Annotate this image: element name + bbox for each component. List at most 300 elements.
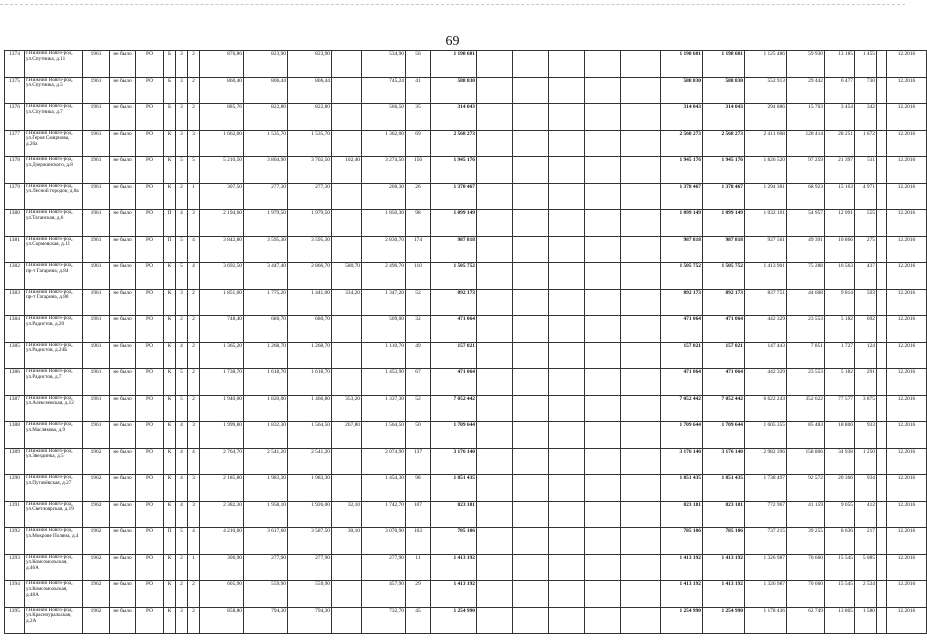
table-row	[5, 130, 927, 157]
cell-living-area: 806,44	[244, 77, 288, 104]
cell-empty	[477, 104, 513, 131]
cell-unit-cost: 503	[855, 289, 877, 316]
cell-residential-area: 3 595,30	[288, 236, 332, 263]
cell-private-area: 1 742,70	[362, 501, 406, 528]
cell-build-year: 1961	[83, 157, 110, 184]
cell-funding-fund: 1 413 192	[703, 581, 745, 608]
cell-funding-fund: 785 106	[703, 528, 745, 555]
cell-funding-owners: 772 967	[745, 501, 787, 528]
cell-entrances: 2	[188, 342, 200, 369]
cell-prior-repair: не было	[110, 581, 136, 608]
cell-address: г.Нижний Новго-род, ул.Спутника, д.7	[25, 104, 83, 131]
cell-residents: 107	[406, 501, 431, 528]
cell-living-area: 1 832,30	[244, 422, 288, 449]
cell-empty	[585, 528, 621, 555]
cell-funding-region: 23 553	[787, 369, 825, 396]
cell-empty	[585, 236, 621, 263]
cell-living-area: 1 268,70	[244, 342, 288, 369]
cell-nonresidential-area	[332, 183, 362, 210]
cell-empty	[621, 263, 661, 290]
cell-funding-region: 29 442	[787, 77, 825, 104]
cell-private-area: 1 337,30	[362, 395, 406, 422]
cell-program-code: РО	[136, 316, 164, 343]
cell-row-number: 1385	[5, 342, 25, 369]
cell-build-year: 1962	[83, 581, 110, 608]
cell-completion-date: 12.2016	[887, 130, 927, 157]
cell-floors: 4	[176, 210, 188, 237]
cell-empty	[877, 395, 887, 422]
table-row	[5, 395, 927, 422]
cell-prior-repair: не было	[110, 210, 136, 237]
cell-empty	[549, 528, 585, 555]
cell-entrances: 4	[188, 528, 200, 555]
cell-empty	[585, 210, 621, 237]
cell-empty	[877, 607, 887, 634]
cell-funding-region: 68 923	[787, 183, 825, 210]
cell-funding-city: 6 477	[825, 77, 855, 104]
table-row	[5, 263, 927, 290]
cell-repair-cost: 314 043	[431, 104, 477, 131]
cell-program-code: РО	[136, 395, 164, 422]
cell-funding-city: 18 806	[825, 422, 855, 449]
cell-repair-cost: 1 505 752	[431, 263, 477, 290]
cell-residents: 26	[406, 183, 431, 210]
cell-empty	[477, 369, 513, 396]
cell-funding-region: 23 553	[787, 316, 825, 343]
cell-completion-date: 12.2016	[887, 395, 927, 422]
cell-funding-total: 892 173	[661, 289, 703, 316]
cell-unit-cost: 692	[855, 316, 877, 343]
cell-funding-owners: 442 329	[745, 369, 787, 396]
cell-unit-cost: 730	[855, 77, 877, 104]
cell-private-area: 3 070,90	[362, 528, 406, 555]
cell-residents: 41	[406, 77, 431, 104]
cell-residents: 56	[406, 51, 431, 78]
cell-empty	[585, 369, 621, 396]
cell-empty	[621, 528, 661, 555]
cell-prior-repair: не было	[110, 395, 136, 422]
cell-row-number: 1380	[5, 210, 25, 237]
cell-total-area: 2 194,60	[200, 210, 244, 237]
cell-entrances: 1	[188, 554, 200, 581]
cell-prior-repair: не было	[110, 554, 136, 581]
cell-living-area: 559,90	[244, 581, 288, 608]
cell-private-area: 1 110,70	[362, 342, 406, 369]
cell-entrances: 4	[188, 263, 200, 290]
cell-unit-cost: 933	[855, 422, 877, 449]
cell-funding-region: 85 483	[787, 422, 825, 449]
cell-residential-area: 823,90	[288, 51, 332, 78]
cell-completion-date: 12.2016	[887, 104, 927, 131]
cell-empty	[477, 342, 513, 369]
cell-empty	[585, 77, 621, 104]
cell-empty	[621, 501, 661, 528]
cell-empty	[513, 607, 549, 634]
cell-funding-fund: 588 830	[703, 77, 745, 104]
cell-private-area: 3 274,50	[362, 157, 406, 184]
cell-funding-total: 1 198 601	[661, 51, 703, 78]
cell-unit-cost: 1 672	[855, 130, 877, 157]
cell-living-area: 3 804,90	[244, 157, 288, 184]
cell-floors: 5	[176, 395, 188, 422]
cell-empty	[877, 289, 887, 316]
cell-unit-cost: 934	[855, 475, 877, 502]
cell-empty	[549, 183, 585, 210]
cell-empty	[621, 422, 661, 449]
cell-empty	[513, 183, 549, 210]
cell-residents: 98	[406, 210, 431, 237]
cell-funding-fund: 892 173	[703, 289, 745, 316]
cell-nonresidential-area	[332, 342, 362, 369]
cell-residents: 67	[406, 369, 431, 396]
cell-unit-cost: 1 455	[855, 51, 877, 78]
cell-wall-material: К	[164, 130, 176, 157]
cell-empty	[621, 236, 661, 263]
cell-total-area: 885,76	[200, 104, 244, 131]
table-row	[5, 501, 927, 528]
cell-funding-city: 21 397	[825, 157, 855, 184]
cell-entrances: 2	[188, 289, 200, 316]
cell-prior-repair: не было	[110, 236, 136, 263]
cell-private-area: 2 496,70	[362, 263, 406, 290]
cell-build-year: 1962	[83, 501, 110, 528]
cell-empty	[877, 369, 887, 396]
cell-prior-repair: не было	[110, 183, 136, 210]
cell-repair-cost: 823 181	[431, 501, 477, 528]
cell-empty	[585, 395, 621, 422]
cell-build-year: 1961	[83, 395, 110, 422]
cell-funding-region: 97 259	[787, 157, 825, 184]
cell-private-area: 566,50	[362, 104, 406, 131]
cell-funding-city: 34 938	[825, 448, 855, 475]
cell-wall-material: К	[164, 501, 176, 528]
cell-unit-cost: 275	[855, 236, 877, 263]
cell-repair-cost: 892 173	[431, 289, 477, 316]
cell-funding-total: 1 945 176	[661, 157, 703, 184]
cell-total-area: 3 692,50	[200, 263, 244, 290]
cell-funding-region: 41 159	[787, 501, 825, 528]
cell-funding-owners: 1 178 436	[745, 607, 787, 634]
cell-funding-region: 39 255	[787, 528, 825, 555]
cell-funding-total: 785 106	[661, 528, 703, 555]
cell-funding-region: 70 660	[787, 554, 825, 581]
cell-residents: 32	[406, 316, 431, 343]
cell-funding-city: 5 182	[825, 369, 855, 396]
cell-address: г.Нижний Новго-род, ул.Радистов, д.7	[25, 369, 83, 396]
cell-empty	[877, 554, 887, 581]
cell-funding-owners: 1 738 497	[745, 475, 787, 502]
cell-total-area: 1 851,00	[200, 289, 244, 316]
cell-floors: 4	[176, 342, 188, 369]
cell-funding-fund: 7 052 442	[703, 395, 745, 422]
cell-empty	[621, 289, 661, 316]
cell-total-area: 300,90	[200, 554, 244, 581]
cell-wall-material: К	[164, 448, 176, 475]
cell-living-area: 1 535,70	[244, 130, 288, 157]
cell-nonresidential-area: 580,70	[332, 263, 362, 290]
cell-program-code: РО	[136, 289, 164, 316]
cell-funding-city: 3 454	[825, 104, 855, 131]
cell-empty	[877, 501, 887, 528]
cell-row-number: 1388	[5, 422, 25, 449]
cell-empty	[549, 51, 585, 78]
cell-nonresidential-area	[332, 130, 362, 157]
cell-unit-cost: 555	[855, 210, 877, 237]
cell-unit-cost: 3 875	[855, 395, 877, 422]
cell-row-number: 1395	[5, 607, 25, 634]
cell-row-number: 1381	[5, 236, 25, 263]
cell-funding-owners: 552 913	[745, 77, 787, 104]
cell-funding-total: 7 052 442	[661, 395, 703, 422]
cell-empty	[477, 210, 513, 237]
cell-funding-total: 1 378 467	[661, 183, 703, 210]
cell-funding-owners: 147 443	[745, 342, 787, 369]
cell-build-year: 1961	[83, 77, 110, 104]
cell-funding-city: 15 545	[825, 554, 855, 581]
cell-empty	[621, 77, 661, 104]
cell-private-area: 1 347,20	[362, 289, 406, 316]
cell-completion-date: 12.2016	[887, 581, 927, 608]
table-row	[5, 528, 927, 555]
cell-funding-fund: 1 099 149	[703, 210, 745, 237]
cell-empty	[877, 51, 887, 78]
cell-funding-city: 10 866	[825, 236, 855, 263]
cell-program-code: РО	[136, 77, 164, 104]
cell-total-area: 4 210,00	[200, 528, 244, 555]
cell-funding-city: 16 563	[825, 263, 855, 290]
cell-residents: 52	[406, 395, 431, 422]
cell-funding-owners: 1 326 987	[745, 554, 787, 581]
cell-empty	[513, 157, 549, 184]
cell-living-area: 1 618,70	[244, 369, 288, 396]
cell-empty	[477, 236, 513, 263]
cell-empty	[513, 475, 549, 502]
table-row	[5, 581, 927, 608]
cell-floors: 2	[176, 581, 188, 608]
cell-floors: 4	[176, 422, 188, 449]
cell-prior-repair: не было	[110, 369, 136, 396]
cell-build-year: 1961	[83, 51, 110, 78]
cell-prior-repair: не было	[110, 501, 136, 528]
cell-program-code: РО	[136, 236, 164, 263]
cell-residents: 45	[406, 607, 431, 634]
cell-funding-region: 44 608	[787, 289, 825, 316]
cell-entrances: 2	[188, 77, 200, 104]
cell-funding-owners: 1 826 520	[745, 157, 787, 184]
cell-living-area: 1 958,10	[244, 501, 288, 528]
cell-wall-material: К	[164, 554, 176, 581]
cell-funding-region: 54 957	[787, 210, 825, 237]
cell-total-area: 1 662,00	[200, 130, 244, 157]
table-row	[5, 51, 927, 78]
cell-unit-cost: 342	[855, 104, 877, 131]
table-row	[5, 316, 927, 343]
cell-funding-owners: 294 886	[745, 104, 787, 131]
cell-funding-fund: 3 176 140	[703, 448, 745, 475]
cell-empty	[513, 422, 549, 449]
cell-wall-material: К	[164, 395, 176, 422]
cell-funding-city: 13 185	[825, 51, 855, 78]
cell-completion-date: 12.2016	[887, 422, 927, 449]
cell-address: г.Нижний Новго-род, ул.Героя Смирнова, д.26а	[25, 130, 83, 157]
cell-address: г.Нижний Новго-род, пр-т Гагарина, д.88	[25, 289, 83, 316]
cell-total-area: 307,50	[200, 183, 244, 210]
cell-empty	[549, 157, 585, 184]
cell-build-year: 1962	[83, 607, 110, 634]
cell-unit-cost: 511	[855, 157, 877, 184]
table-row	[5, 475, 927, 502]
cell-private-area: 1 453,90	[362, 369, 406, 396]
cell-address: г.Нижний Новго-род, ул.Сормовская, д.11	[25, 236, 83, 263]
cell-row-number: 1391	[5, 501, 25, 528]
cell-empty	[621, 581, 661, 608]
cell-funding-total: 1 099 149	[661, 210, 703, 237]
cell-build-year: 1961	[83, 316, 110, 343]
page-number: 69	[445, 34, 460, 49]
cell-private-area: 745,24	[362, 77, 406, 104]
cell-funding-fund: 314 043	[703, 104, 745, 131]
cell-entrances: 2	[188, 104, 200, 131]
cell-entrances: 3	[188, 501, 200, 528]
cell-repair-cost: 588 830	[431, 77, 477, 104]
cell-program-code: РО	[136, 528, 164, 555]
cell-nonresidential-area	[332, 236, 362, 263]
cell-nonresidential-area: 102,40	[332, 157, 362, 184]
cell-funding-owners: 927 561	[745, 236, 787, 263]
cell-empty	[549, 501, 585, 528]
cell-empty	[513, 395, 549, 422]
cell-private-area: 1 564,50	[362, 422, 406, 449]
cell-address: г.Нижний Новго-род, ул.Спутника, д.5	[25, 77, 83, 104]
cell-total-area: 5 210,50	[200, 157, 244, 184]
cell-wall-material: П	[164, 236, 176, 263]
cell-entrances: 2	[188, 395, 200, 422]
cell-funding-owners: 1 326 987	[745, 581, 787, 608]
cell-empty	[513, 130, 549, 157]
cell-wall-material: К	[164, 475, 176, 502]
cell-prior-repair: не было	[110, 475, 136, 502]
cell-build-year: 1961	[83, 342, 110, 369]
cell-nonresidential-area	[332, 369, 362, 396]
cell-entrances: 2	[188, 607, 200, 634]
cell-row-number: 1382	[5, 263, 25, 290]
housing-register-table	[4, 50, 927, 634]
cell-floors: 3	[176, 607, 188, 634]
cell-program-code: РО	[136, 554, 164, 581]
cell-empty	[513, 581, 549, 608]
cell-address: г.Нижний Новго-род, ул.Пугачёвская, д.27	[25, 475, 83, 502]
cell-private-area: 1 850,30	[362, 210, 406, 237]
cell-program-code: РО	[136, 130, 164, 157]
cell-empty	[585, 51, 621, 78]
cell-prior-repair: не было	[110, 422, 136, 449]
table-row	[5, 236, 927, 263]
cell-empty	[877, 475, 887, 502]
cell-funding-city: 13 805	[825, 607, 855, 634]
cell-residents: 49	[406, 342, 431, 369]
table-row	[5, 183, 927, 210]
cell-prior-repair: не было	[110, 316, 136, 343]
cell-empty	[477, 581, 513, 608]
cell-empty	[477, 289, 513, 316]
cell-funding-owners: 6 622 243	[745, 395, 787, 422]
cell-program-code: РО	[136, 157, 164, 184]
cell-funding-fund: 157 021	[703, 342, 745, 369]
cell-nonresidential-area	[332, 448, 362, 475]
cell-build-year: 1961	[83, 210, 110, 237]
cell-total-area: 1 940,00	[200, 395, 244, 422]
cell-address: г.Нижний Новго-род, ул.Комсомольская, д.48А	[25, 581, 83, 608]
cell-empty	[621, 554, 661, 581]
cell-total-area: 3 842,80	[200, 236, 244, 263]
cell-living-area: 3 447,40	[244, 263, 288, 290]
cell-funding-city: 20 366	[825, 475, 855, 502]
cell-wall-material: К	[164, 422, 176, 449]
cell-empty	[877, 183, 887, 210]
cell-completion-date: 12.2016	[887, 77, 927, 104]
cell-residential-area: 1 979,50	[288, 210, 332, 237]
cell-row-number: 1378	[5, 157, 25, 184]
cell-empty	[585, 104, 621, 131]
cell-program-code: РО	[136, 183, 164, 210]
cell-residential-area: 277,90	[288, 554, 332, 581]
cell-address: г.Нижний Новго-род, ул.Спутника, д.11	[25, 51, 83, 78]
cell-empty	[877, 77, 887, 104]
cell-residents: 98	[406, 475, 431, 502]
cell-address: г.Нижний Новго-род, ул.Мокрове Поляна, д.4	[25, 528, 83, 555]
cell-address: г.Нижний Новго-род, ул.Радистов, д.24Б	[25, 342, 83, 369]
cell-empty	[513, 104, 549, 131]
cell-funding-total: 1 413 192	[661, 554, 703, 581]
cell-funding-region: 59 930	[787, 51, 825, 78]
cell-program-code: РО	[136, 448, 164, 475]
cell-funding-owners: 1 413 901	[745, 263, 787, 290]
cell-residential-area: 1 441,00	[288, 289, 332, 316]
cell-empty	[477, 475, 513, 502]
cell-empty	[513, 448, 549, 475]
cell-funding-city: 1 727	[825, 342, 855, 369]
cell-repair-cost: 1 254 990	[431, 607, 477, 634]
cell-empty	[513, 210, 549, 237]
cell-empty	[621, 104, 661, 131]
cell-program-code: РО	[136, 51, 164, 78]
cell-wall-material: К	[164, 369, 176, 396]
cell-empty	[621, 316, 661, 343]
table-row	[5, 607, 927, 634]
cell-entrances: 2	[188, 581, 200, 608]
cell-residential-area: 680,70	[288, 316, 332, 343]
cell-entrances: 1	[188, 183, 200, 210]
cell-row-number: 1377	[5, 130, 25, 157]
cell-address: г.Нижний Новго-род, ул.Лесной городок, д.8а	[25, 183, 83, 210]
cell-funding-owners: 1 032 101	[745, 210, 787, 237]
cell-total-area: 1 365,20	[200, 342, 244, 369]
cell-address: г.Нижний Новго-род, ул.Комсомольская, д.46А	[25, 554, 83, 581]
cell-empty	[621, 210, 661, 237]
cell-empty	[477, 316, 513, 343]
cell-program-code: РО	[136, 422, 164, 449]
cell-wall-material: К	[164, 607, 176, 634]
cell-wall-material: К	[164, 183, 176, 210]
cell-repair-cost: 1 198 601	[431, 51, 477, 78]
cell-address: г.Нижний Новго-род, ул.Алексеевская, д.12	[25, 395, 83, 422]
cell-private-area: 2 074,90	[362, 448, 406, 475]
cell-private-area: 457,90	[362, 581, 406, 608]
cell-empty	[585, 289, 621, 316]
cell-empty	[877, 130, 887, 157]
cell-row-number: 1383	[5, 289, 25, 316]
cell-empty	[549, 395, 585, 422]
